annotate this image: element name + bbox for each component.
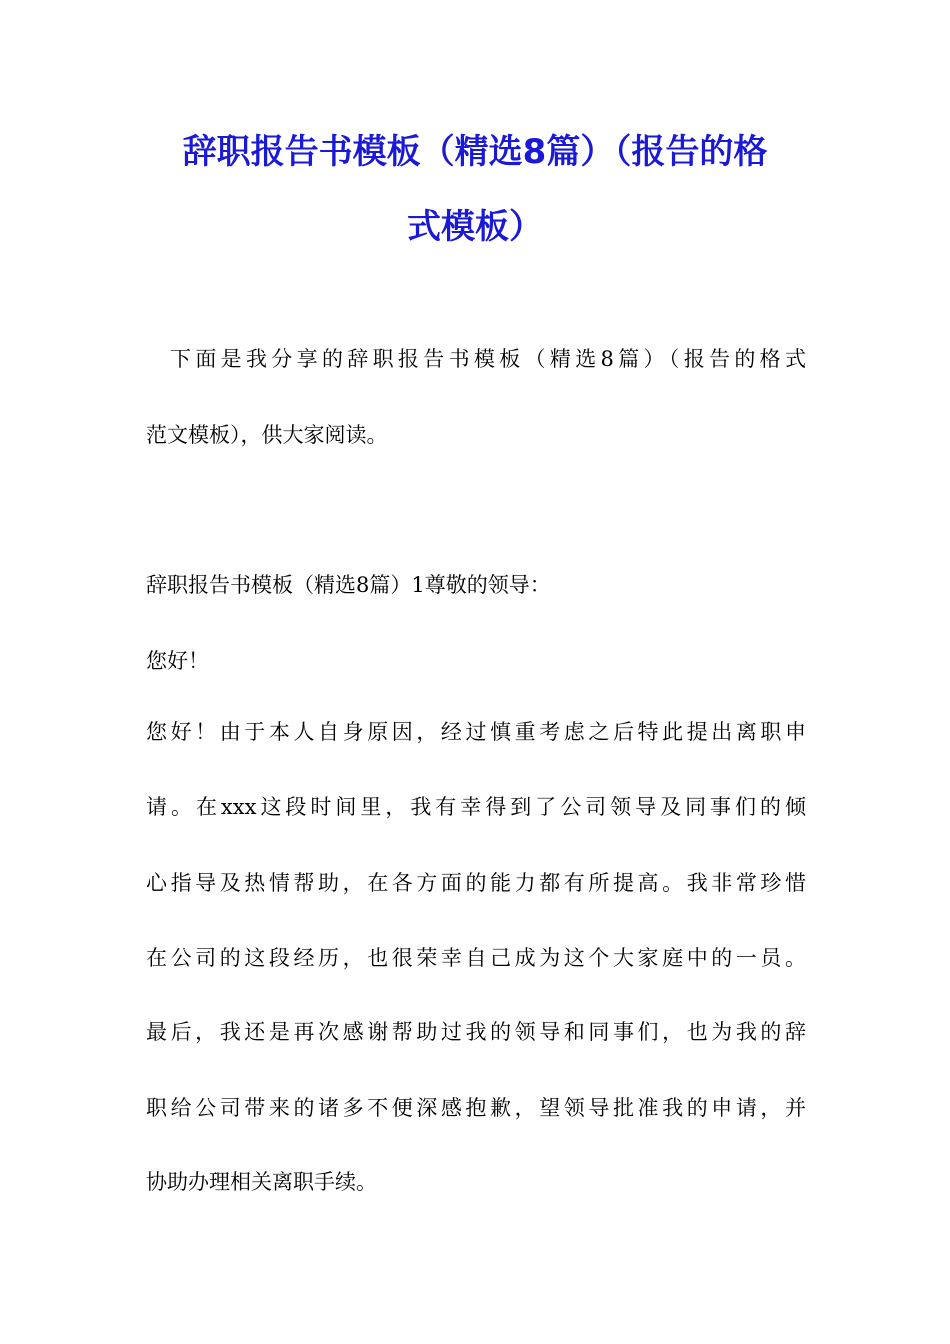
paragraph-line: 请。在xxx这段时间里，我有幸得到了公司领导及同事们的倾 [146, 795, 806, 819]
paragraph-line: 心指导及热情帮助，在各方面的能力都有所提高。我非常珍惜 [146, 871, 806, 895]
section-1-heading: 辞职报告书模板（精选8篇）1尊敬的领导： [146, 573, 551, 597]
paragraph-line: 您好！由于本人自身原因，经过慎重考虑之后特此提出离职申 [146, 720, 806, 744]
document-title-line-1: 辞职报告书模板（精选8篇）（报告的格 [182, 132, 768, 172]
intro-line-2: 范文模板），供大家阅读。 [146, 423, 388, 447]
section-1-greeting: 您好！ [146, 649, 209, 673]
paragraph-line: 在公司的这段经历，也很荣幸自己成为这个大家庭中的一员。 [146, 946, 806, 970]
paragraph-line: 最后，我还是再次感谢帮助过我的领导和同事们，也为我的辞 [146, 1020, 806, 1044]
paragraph-line: 职给公司带来的诸多不便深感抱歉，望领导批准我的申请，并 [146, 1096, 806, 1120]
paragraph-line: 协助办理相关离职手续。 [146, 1170, 377, 1194]
intro-line-1: 下面是我分享的辞职报告书模板（精选8篇）（报告的格式 [170, 347, 806, 371]
document-title-line-2: 式模板） [407, 207, 543, 247]
